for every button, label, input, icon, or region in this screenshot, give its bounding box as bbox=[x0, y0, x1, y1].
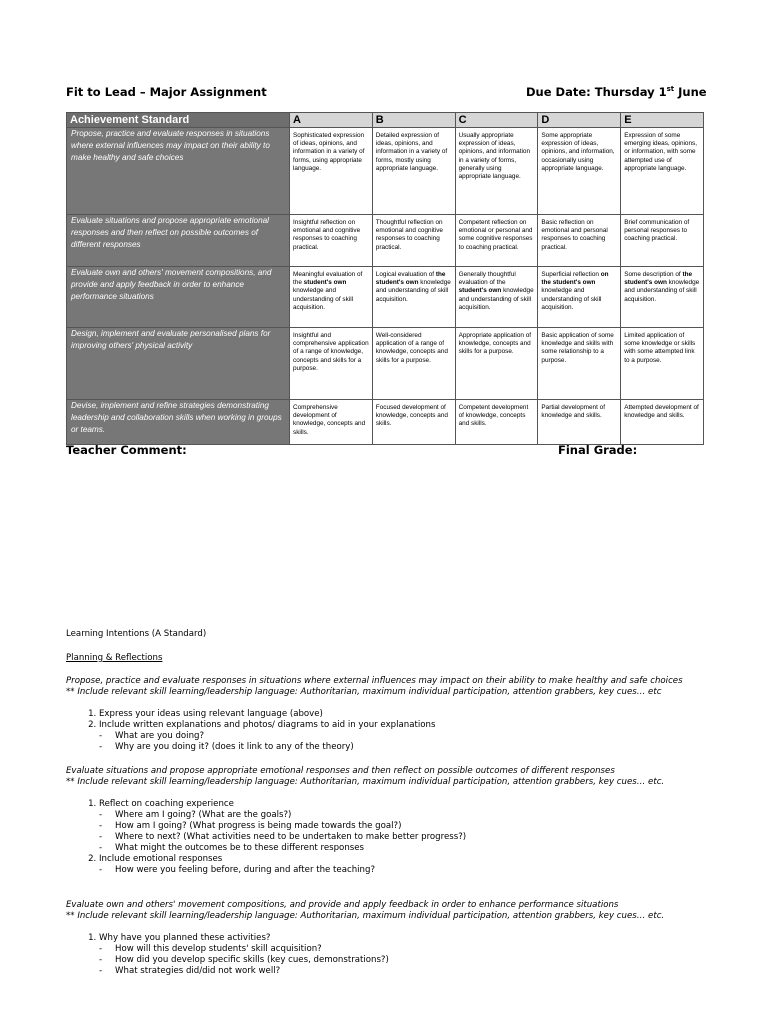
learning-section-1 bbox=[66, 676, 726, 753]
section-note: ** Include relevant skill learning/leadership language: Authoritarian, maximum individual participation, attention grabbers, key cues… etc. bbox=[66, 911, 665, 921]
sub-list bbox=[99, 865, 726, 876]
due-date-suffix: June bbox=[674, 85, 707, 99]
sub-list-item: - Where am I going? (What are the goals?) bbox=[115, 810, 726, 821]
standard-cell: Devise, implement and refine strategies demonstrating leadership and collaboration skills when working in groups or teams. bbox=[67, 400, 290, 445]
spacer bbox=[66, 698, 726, 709]
grade-d-descriptor: Basic reflection on emotional and personal responses to coaching practical. bbox=[538, 215, 621, 267]
list-item bbox=[99, 933, 726, 977]
list-item-text: Express your ideas using relevant language (above) bbox=[99, 709, 323, 719]
sub-list-item: - What might the outcomes be to these different responses bbox=[115, 843, 726, 854]
sub-list-item: - Why are you doing it? (does it link to any of the theory) bbox=[115, 742, 726, 753]
section-intro: Evaluate situations and propose appropriate emotional responses and then reflect on possible outcomes of different responses bbox=[66, 766, 615, 776]
numbered-list bbox=[66, 933, 726, 977]
due-date-sup: st bbox=[666, 85, 675, 94]
grade-d-descriptor: Basic application of some knowledge and skills with some relationship to a purpose. bbox=[538, 328, 621, 400]
planning-subheading: Planning & Reflections bbox=[66, 653, 163, 663]
grade-d-descriptor: Superficial reflection on the student's own knowledge and understanding of skill acquisition. bbox=[538, 267, 621, 328]
emphasis: on the student's own bbox=[541, 271, 609, 287]
sub-list-item: - What are you doing? bbox=[115, 731, 726, 742]
grade-c-descriptor: Usually appropriate expression of ideas, opinions, and information in a variety of forms, generally using appropriate language. bbox=[455, 128, 538, 215]
assignment-title: Fit to Lead – Major Assignment bbox=[66, 85, 267, 99]
grade-d-descriptor: Some appropriate expression of ideas, opinions, and information, occasionally using appropriate language. bbox=[538, 128, 621, 215]
emphasis: student's own bbox=[303, 279, 347, 287]
grade-e-descriptor: Attempted development of knowledge and skills. bbox=[621, 400, 704, 445]
emphasis: student's own bbox=[458, 287, 502, 295]
rubric-row bbox=[67, 267, 704, 328]
grade-e-descriptor: Some description of the student's own knowledge and understanding of skill acquisition. bbox=[621, 267, 704, 328]
teacher-comment-label: Teacher Comment: bbox=[66, 443, 187, 457]
final-grade-label: Final Grade: bbox=[558, 443, 638, 457]
standard-header: Achievement Standard bbox=[67, 113, 290, 128]
list-item bbox=[99, 709, 726, 720]
due-date bbox=[526, 85, 707, 99]
grade-c-descriptor: Generally thoughtful evaluation of the student's own knowledge and understanding of skill acquisition. bbox=[455, 267, 538, 328]
grade-b-descriptor: Focused development of knowledge, concepts and skills. bbox=[372, 400, 455, 445]
standard-cell: Design, implement and evaluate personalised plans for improving others' physical activity bbox=[67, 328, 290, 400]
rubric-header-row bbox=[67, 113, 704, 128]
grade-d-descriptor: Partial development of knowledge and skills. bbox=[538, 400, 621, 445]
rubric-row bbox=[67, 400, 704, 445]
grade-a-descriptor: Meaningful evaluation of the student's own knowledge and understanding of skill acquisition. bbox=[290, 267, 373, 328]
grade-header-e: E bbox=[621, 113, 704, 128]
grade-e-descriptor: Brief communication of personal responses to coaching practical. bbox=[621, 215, 704, 267]
grade-c-descriptor: Competent development of knowledge, concepts and skills. bbox=[455, 400, 538, 445]
grade-c-descriptor: Competent reflection on emotional or personal and some cognitive responses to coaching practical. bbox=[455, 215, 538, 267]
list-item-text: Include emotional responses bbox=[99, 854, 223, 864]
sub-list bbox=[99, 810, 726, 854]
sub-list-item: - What strategies did/did not work well? bbox=[115, 966, 726, 977]
grade-b-descriptor: Logical evaluation of the student's own knowledge and understanding of skill acquisition. bbox=[372, 267, 455, 328]
rubric-row bbox=[67, 215, 704, 267]
sub-list-item: - How were you feeling before, during and after the teaching? bbox=[115, 865, 726, 876]
grade-a-descriptor: Sophisticated expression of ideas, opinions, and information in a variety of forms, using appropriate language. bbox=[290, 128, 373, 215]
grade-c-descriptor: Appropriate application of knowledge, concepts and skills for a purpose. bbox=[455, 328, 538, 400]
grade-e-descriptor: Expression of some emerging ideas, opinions, or information, with some attempted use of appropriate language. bbox=[621, 128, 704, 215]
section-intro: Propose, practice and evaluate responses in situations where external influences may impact on their ability to make healthy and safe choices bbox=[66, 676, 683, 686]
sub-list-item: - How did you develop specific skills (key cues, demonstrations?) bbox=[115, 955, 726, 966]
sub-list bbox=[99, 944, 726, 977]
numbered-list bbox=[66, 799, 726, 876]
rubric-row bbox=[67, 328, 704, 400]
grade-header-c: C bbox=[455, 113, 538, 128]
sub-list-item: - How am I going? (What progress is being made towards the goal?) bbox=[115, 821, 726, 832]
list-item bbox=[99, 720, 726, 753]
grade-header-a: A bbox=[290, 113, 373, 128]
grade-a-descriptor: Insightful and comprehensive application of a range of knowledge, concepts and skills for a purpose. bbox=[290, 328, 373, 400]
grade-header-b: B bbox=[372, 113, 455, 128]
grade-e-descriptor: Limited application of some knowledge or skills with some attempted link to a purpose. bbox=[621, 328, 704, 400]
list-item-text: Why have you planned these activities? bbox=[99, 933, 271, 943]
sub-list-item: - Where to next? (What activities need to be undertaken to make better progress?) bbox=[115, 832, 726, 843]
grade-header-d: D bbox=[538, 113, 621, 128]
spacer bbox=[66, 788, 726, 799]
list-item bbox=[99, 854, 726, 876]
list-item bbox=[99, 799, 726, 854]
due-date-prefix: Due Date: Thursday 1 bbox=[526, 85, 667, 99]
grade-b-descriptor: Detailed expression of ideas, opinions, and information in a variety of forms, mostly using appropriate language. bbox=[372, 128, 455, 215]
learning-section-3 bbox=[66, 900, 726, 977]
learning-section-2 bbox=[66, 766, 726, 876]
grade-a-descriptor: Insightful reflection on emotional and cognitive responses to coaching practical. bbox=[290, 215, 373, 267]
spacer bbox=[66, 922, 726, 933]
section-note: ** Include relevant skill learning/leadership language: Authoritarian, maximum individual participation, attention grabbers, key cues… etc. bbox=[66, 777, 665, 787]
section-intro: Evaluate own and others' movement compositions, and provide and apply feedback in order to enhance performance situations bbox=[66, 900, 619, 910]
standard-cell: Evaluate situations and propose appropriate emotional responses and then reflect on possible outcomes of different responses bbox=[67, 215, 290, 267]
grade-a-descriptor: Comprehensive development of knowledge, concepts and skills. bbox=[290, 400, 373, 445]
emphasis: the student's own bbox=[375, 271, 446, 287]
grade-b-descriptor: Thoughtful reflection on emotional and cognitive responses to coaching practical. bbox=[372, 215, 455, 267]
emphasis: the student's own bbox=[624, 271, 693, 287]
rubric-table bbox=[66, 112, 704, 445]
section-note: ** Include relevant skill learning/leadership language: Authoritarian, maximum individual participation, attention grabbers, key cues… etc bbox=[66, 687, 662, 697]
rubric-row bbox=[67, 128, 704, 215]
grade-b-descriptor: Well-considered application of a range of knowledge, concepts and skills for a purpose. bbox=[372, 328, 455, 400]
list-item-text: Include written explanations and photos/ diagrams to aid in your explanations bbox=[99, 720, 436, 730]
sub-list bbox=[99, 731, 726, 753]
standard-cell: Evaluate own and others' movement compositions, and provide and apply feedback in order to enhance performance situations bbox=[67, 267, 290, 328]
list-item-text: Reflect on coaching experience bbox=[99, 799, 234, 809]
standard-cell: Propose, practice and evaluate responses in situations where external influences may impact on their ability to make healthy and safe choices bbox=[67, 128, 290, 215]
learning-heading: Learning Intentions (A Standard) bbox=[66, 629, 207, 639]
numbered-list bbox=[66, 709, 726, 753]
sub-list-item: - How will this develop students' skill acquisition? bbox=[115, 944, 726, 955]
